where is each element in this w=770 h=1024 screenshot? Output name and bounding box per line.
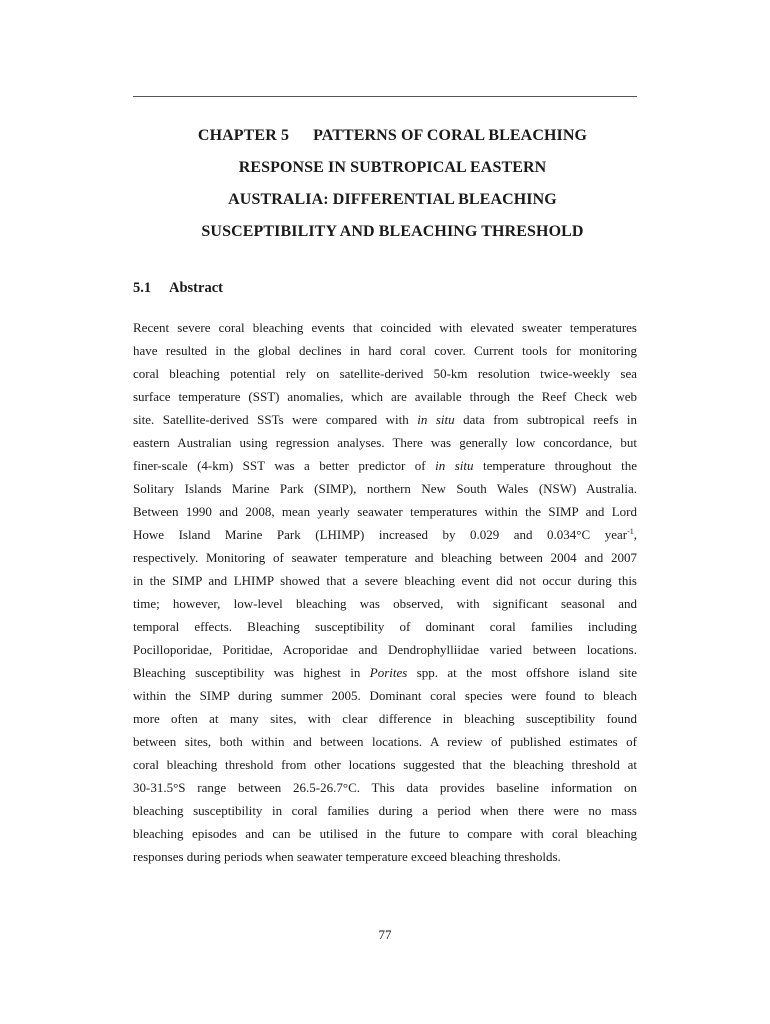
section-title: Abstract <box>169 280 223 296</box>
abstract-line <box>133 408 637 431</box>
abstract-line: responses during periods when seawater temperature exceed bleaching thresholds. <box>133 849 561 864</box>
page-number: 77 <box>378 927 392 942</box>
abstract-text: data from subtropical reefs in <box>463 412 638 427</box>
abstract-line: temporal effects. Bleaching susceptibility of dominant coral families including <box>133 619 637 634</box>
section-number: 5.1 <box>133 280 152 296</box>
section-heading <box>133 278 223 298</box>
abstract-line: surface temperature (SST) anomalies, which are available through the Reef Check web <box>133 389 637 404</box>
abstract-body <box>133 316 637 868</box>
abstract-line: Solitary Islands Marine Park (SIMP), northern New South Wales (NSW) Australia. <box>133 481 637 496</box>
chapter-title-line: PATTERNS OF CORAL BLEACHING <box>313 127 588 144</box>
chapter-heading-line-1 <box>140 120 645 152</box>
italic-term: Porites <box>369 665 408 680</box>
abstract-line: 30-31.5°S range between 26.5-26.7°C. This data provides baseline information on <box>133 780 637 795</box>
abstract-line <box>133 523 637 546</box>
abstract-text: spp. at the most offshore island site <box>416 665 637 680</box>
abstract-line <box>133 454 637 477</box>
abstract-line: Pocilloporidae, Poritidae, Acroporidae and Dendrophylliidae varied between locations. <box>133 642 637 657</box>
abstract-line: between sites, both within and between locations. A review of published estimates of <box>133 734 637 749</box>
chapter-label: CHAPTER 5 <box>197 127 290 144</box>
abstract-line: Between 1990 and 2008, mean yearly seawater temperatures within the SIMP and Lord <box>133 504 637 519</box>
abstract-line: respectively. Monitoring of seawater temperature and bleaching between 2004 and 2007 <box>133 550 637 565</box>
abstract-line: more often at many sites, with clear difference in bleaching susceptibility found <box>133 711 637 726</box>
abstract-text: Howe Island Marine Park (LHIMP) increased by 0.029 and 0.034°C year <box>133 527 628 542</box>
chapter-title-line: AUSTRALIA: DIFFERENTIAL BLEACHING <box>228 191 557 208</box>
header-rule <box>133 96 637 97</box>
abstract-text: Bleaching susceptibility was highest in <box>133 665 361 680</box>
abstract-line: coral bleaching potential rely on satellite-derived 50-km resolution twice-weekly sea <box>133 366 637 381</box>
abstract-line <box>133 661 637 684</box>
abstract-line: coral bleaching threshold from other locations suggested that the bleaching threshold at <box>133 757 637 772</box>
italic-term: in situ <box>417 412 455 427</box>
abstract-text: site. Satellite-derived SSTs were compared with <box>133 412 409 427</box>
chapter-title-line: SUSCEPTIBILITY AND BLEACHING THRESHOLD <box>201 223 584 240</box>
chapter-heading <box>140 120 645 248</box>
abstract-line: in the SIMP and LHIMP showed that a severe bleaching event did not occur during this <box>133 573 637 588</box>
abstract-line: bleaching episodes and can be utilised in the future to compare with coral bleaching <box>133 826 637 841</box>
abstract-text: finer-scale (4-km) SST was a better predictor of <box>133 458 426 473</box>
abstract-line: Recent severe coral bleaching events that coincided with elevated sweater temperatures <box>133 320 637 335</box>
abstract-line: have resulted in the global declines in hard coral cover. Current tools for monitoring <box>133 343 637 358</box>
chapter-title-line: RESPONSE IN SUBTROPICAL EASTERN <box>238 159 547 176</box>
abstract-line: within the SIMP during summer 2005. Dominant coral species were found to bleach <box>133 688 637 703</box>
abstract-line: eastern Australian using regression analyses. There was generally low concordance, but <box>133 435 637 450</box>
abstract-text: , <box>633 527 637 542</box>
italic-term: in situ <box>435 458 474 473</box>
abstract-text: temperature throughout the <box>483 458 638 473</box>
abstract-line: bleaching susceptibility in coral families during a period when there were no mass <box>133 803 637 818</box>
abstract-line: time; however, low-level bleaching was observed, with significant seasonal and <box>133 596 637 611</box>
superscript: -1 <box>627 527 634 536</box>
